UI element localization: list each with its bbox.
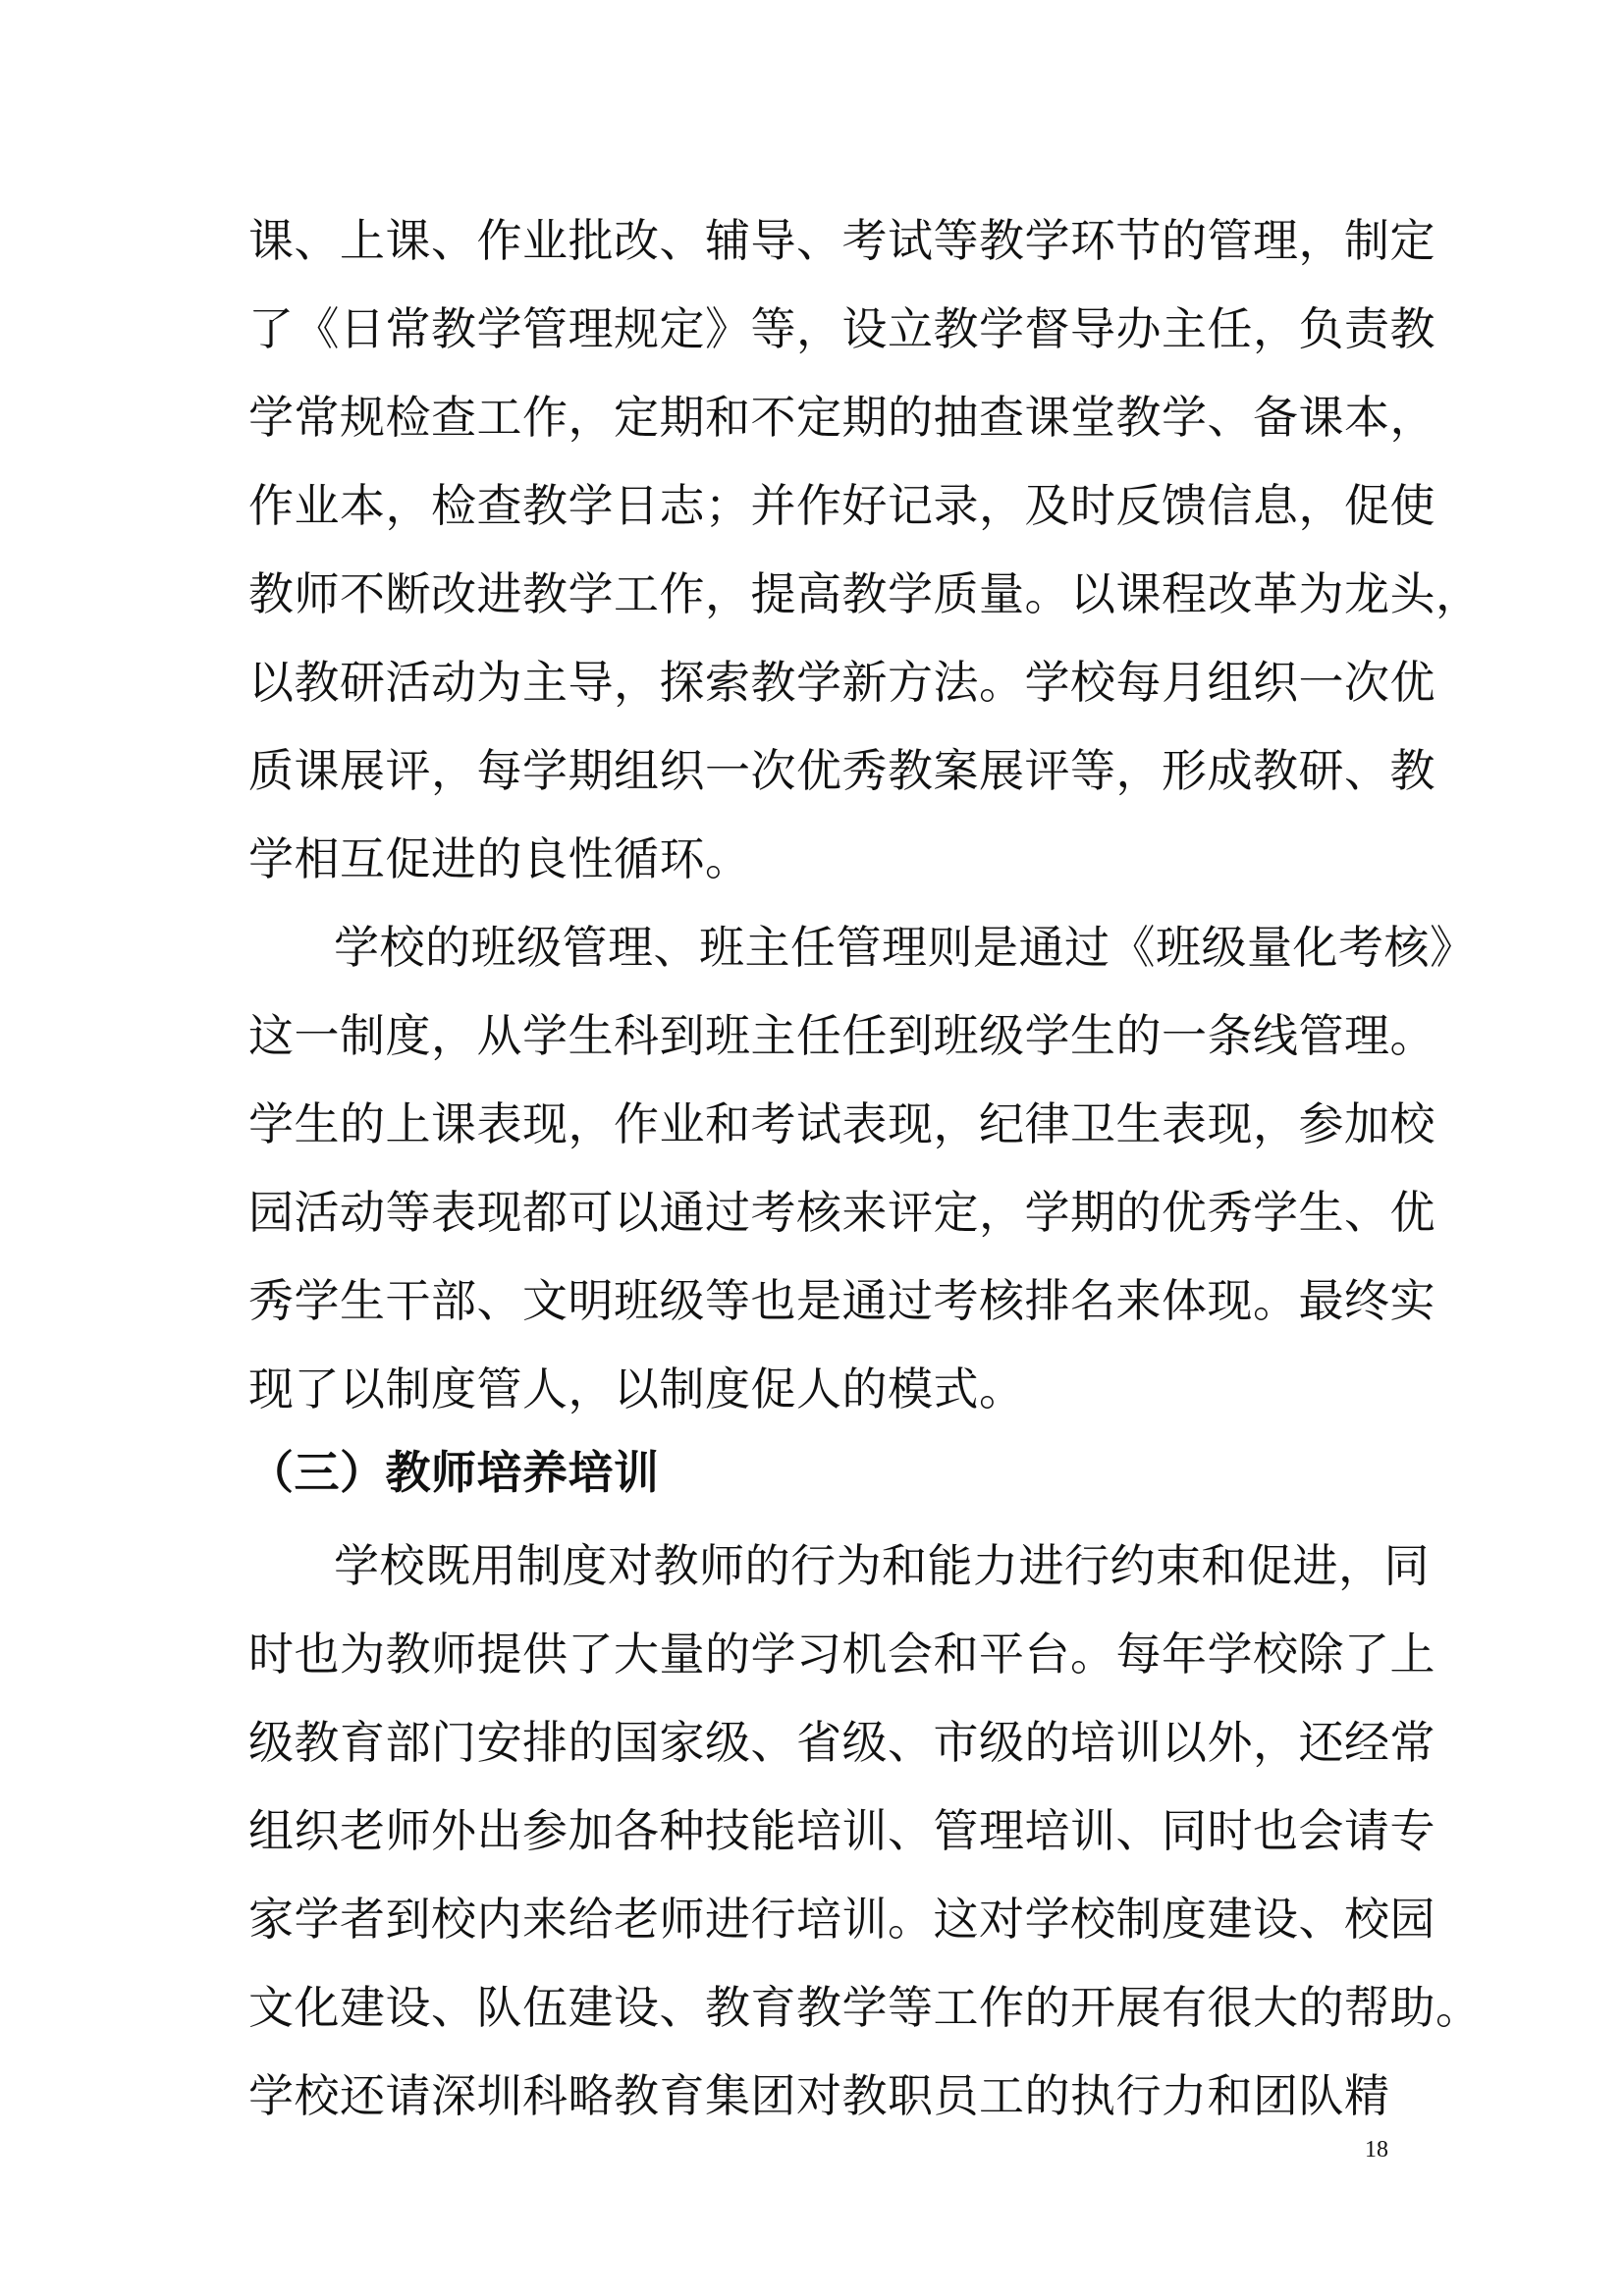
text-line: 现了以制度管人，以制度促人的模式。 [248, 1362, 1025, 1415]
text-line: 课、上课、作业批改、辅导、考试等教学环节的管理，制定 [248, 214, 1435, 267]
section-heading: （三）教师培养培训 [248, 1446, 660, 1499]
text-line: 学校还请深圳科略教育集团对教职员工的执行力和团队精 [248, 2069, 1390, 2122]
text-line: 文化建设、队伍建设、教育教学等工作的开展有很大的帮助。 [248, 1981, 1482, 2034]
text-line: 时也为教师提供了大量的学习机会和平台。每年学校除了上 [248, 1628, 1435, 1681]
text-line: 学校既用制度对教师的行为和能力进行约束和促进，同 [334, 1539, 1430, 1592]
text-line: 学相互促进的良性循环。 [248, 832, 751, 885]
text-line: 这一制度，从学生科到班主任任到班级学生的一条线管理。 [248, 1009, 1435, 1062]
text-line: 家学者到校内来给老师进行培训。这对学校制度建设、校园 [248, 1893, 1435, 1946]
text-line: 学校的班级管理、班主任管理则是通过《班级量化考核》 [334, 921, 1476, 974]
page-number: 18 [1365, 2137, 1388, 2163]
text-line: 教师不断改进教学工作，提高教学质量。以课程改革为龙头， [248, 567, 1482, 620]
text-line: 质课展评，每学期组织一次优秀教案展评等，形成教研、教 [248, 744, 1435, 797]
text-line: 级教育部门安排的国家级、省级、市级的培训以外，还经常 [248, 1716, 1435, 1769]
text-line: 作业本，检查教学日志；并作好记录，及时反馈信息，促使 [248, 479, 1435, 532]
text-line: 学生的上课表现，作业和考试表现，纪律卫生表现，参加校 [248, 1097, 1435, 1150]
text-line: 秀学生干部、文明班级等也是通过考核排名来体现。最终实 [248, 1274, 1435, 1327]
text-line: 学常规检查工作，定期和不定期的抽查课堂教学、备课本， [248, 391, 1435, 444]
text-line: 了《日常教学管理规定》等，设立教学督导办主任，负责教 [248, 302, 1435, 355]
text-line: 园活动等表现都可以通过考核来评定，学期的优秀学生、优 [248, 1186, 1435, 1239]
text-line: 组织老师外出参加各种技能培训、管理培训、同时也会请专 [248, 1804, 1435, 1857]
text-line: 以教研活动为主导，探索教学新方法。学校每月组织一次优 [248, 656, 1435, 709]
